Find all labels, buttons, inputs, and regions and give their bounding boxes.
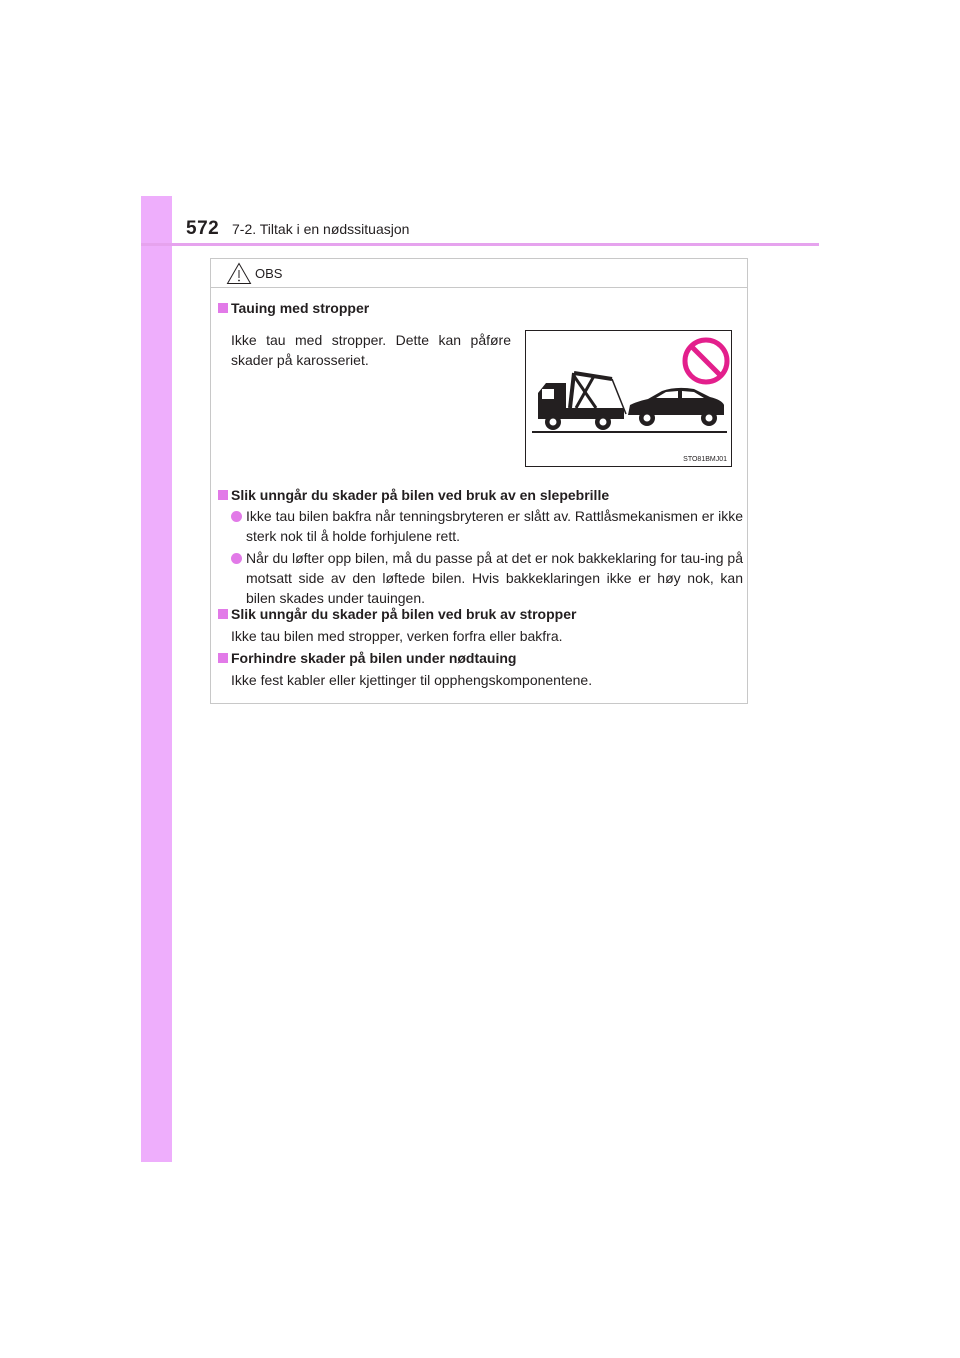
section-text-tauing-med-stropper: Ikke tau med stropper. Dette kan påføre skader på karosseriet. <box>231 332 511 368</box>
section-marker-square <box>218 609 228 619</box>
caution-label: OBS <box>255 266 283 281</box>
section-text-stropper: Ikke tau bilen med stropper, verken forfra eller bakfra. <box>231 628 563 644</box>
section-heading-tauing-med-stropper: Tauing med stropper <box>231 300 370 316</box>
section-marker-square <box>218 490 228 500</box>
section-heading-stropper: Slik unngår du skader på bilen ved bruk av stropper <box>231 606 577 622</box>
illustration-code: STO81BMJ01 <box>683 456 727 463</box>
side-tab-band <box>141 196 172 1162</box>
section-marker-square <box>218 653 228 663</box>
bullet-circle-icon <box>231 511 242 522</box>
section-marker-square <box>218 303 228 313</box>
section-text-nodtauing: Ikke fest kabler eller kjettinger til opphengskomponentene. <box>231 672 593 688</box>
no-tow-with-straps-illustration <box>526 331 733 468</box>
caution-header <box>211 259 747 288</box>
section-heading-nodtauing: Forhindre skader på bilen under nødtauing <box>231 650 517 666</box>
towed-car-icon <box>628 388 724 426</box>
bullet-text-tenning: Ikke tau bilen bakfra når tenningsbryteren er slått av. Rattlåsmekanismen er ikke sterk nok til å holde forhjulene rett. <box>246 508 743 544</box>
bullet-text-bakkeklaring: Når du løfter opp bilen, må du passe på at det er nok bakkeklaring for tau-ing på motsatt side av den løftede bilen. Hvis bakkeklaringen ikke er høy nok, kan bilen skades under tauingen. <box>246 550 743 606</box>
section-title: 7-2. Tiltak i en nødssituasjon <box>232 221 410 237</box>
caution-box <box>210 258 748 704</box>
illustration-no-tow-straps <box>525 330 732 467</box>
header-rule <box>141 243 819 246</box>
tow-truck-icon <box>538 373 626 430</box>
warning-triangle-icon <box>226 262 252 285</box>
prohibition-sign-icon <box>685 340 727 382</box>
bullet-circle-icon <box>231 553 242 564</box>
page-number: 572 <box>186 218 220 239</box>
section-heading-slepebrille: Slik unngår du skader på bilen ved bruk av en slepebrille <box>231 487 610 503</box>
